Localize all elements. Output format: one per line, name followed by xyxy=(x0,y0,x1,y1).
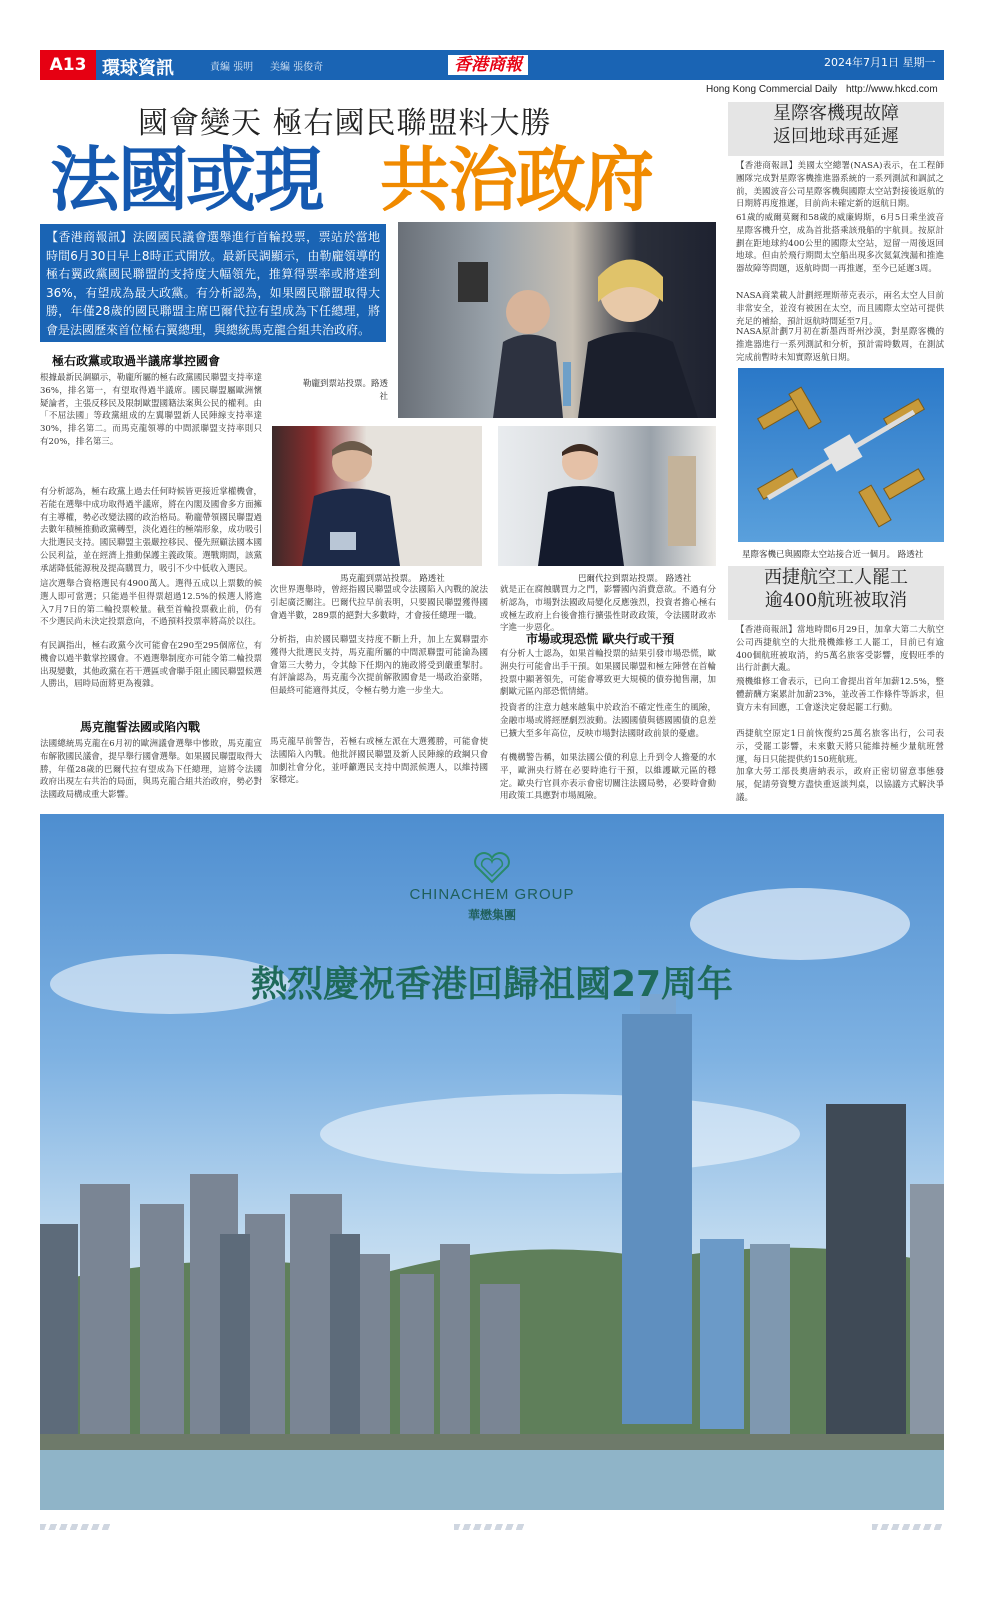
article-col2-a: 次世界選舉時，曾經指國民聯盟或令法國陷入內戰的說法引起廣泛關注。巴爾代拉早前表明，只要國民聯盟獲得國會過半數，289票的絕對大多數時，才會接任總理一職。 xyxy=(270,585,488,621)
footer-mark-left xyxy=(40,1524,112,1530)
side1-p1: 【香港商報訊】美國太空總署(NASA)表示，在工程師團隊完成對星際客機推進器系統的一系列測試和調試之前，美國波音公司星際客機與國際太空站對接後返航的日期將再度推遲，目前尚未確定新的返航日期。 xyxy=(736,161,944,210)
subheading-2: 馬克龍誓法國或陷內戰 xyxy=(80,720,201,734)
le-pen-photo xyxy=(398,222,716,418)
ad-brand-cn: 華懋集團 xyxy=(467,908,516,922)
side2-p3: 西捷航空原定1日前恢復約25萬名旅客出行，公司表示，受罷工影響，未來數天將只能維持極少量航班營運，每日只能提供約150班航班。 xyxy=(736,729,944,765)
space-photo-caption: 星際客機已與國際太空站接合近一個月。 路透社 xyxy=(742,550,924,560)
macron-photo xyxy=(272,426,482,566)
headline-blue: 法國或現 xyxy=(50,139,322,221)
article-col1-d: 有民調指出，極右政黨今次可能會在290至295個席位，有機會以過半數掌控國會。不過選舉制度亦可能令第二輪投票出現變數，其他政黨在若干選區或會聯手阻止國民聯盟候選人勝出，屆時局面將更為複雜。 xyxy=(40,641,262,690)
bardella-photo xyxy=(498,426,716,566)
subheading-1: 極右政黨或取過半議席掌控國會 xyxy=(52,354,221,368)
photo2-caption: 馬克龍到票站投票。 路透社 xyxy=(340,574,445,584)
article-col3-d: 有機構警告稱，如果法國公債的利息上升到令人擔憂的水平，歐洲央行將在必要時進行干預，以維護歐元區的穩定。歐央行官員亦表示會密切關注法國局勢，必要時會動用政策工具應對市場風險。 xyxy=(500,753,716,802)
side1-p2: 61歲的威爾莫爾和58歲的威廉姆斯，6月5日乘坐波音星際客機升空，成為首批搭乘該飛船的宇航員。按原計劃在距地球約400公里的國際太空站，逗留一周後返回地球。但由於飛行期間太空船出現多次氦氣洩漏和推進器故障等問題，返航時間一再推遲，至今已延遲3周。 xyxy=(736,213,944,274)
side2-p1: 【香港商報訊】當地時間6月29日，加拿大第二大航空公司西捷航空的大批飛機維修工人罷工，目前已有逾400個航班被取消，約5萬名旅客受影響，度假旺季的出行計劃大亂。 xyxy=(736,625,944,674)
side2-p4: 加拿大勞工部長奧唐納表示，政府正密切留意事態發展，促請勞資雙方盡快重返談判桌，以協議方式解決爭議。 xyxy=(736,767,944,803)
footer-mark-right xyxy=(872,1524,944,1530)
side1-p3: NASA商業載人計劃經理斯蒂克表示，兩名太空人目前非常安全，並沒有被困在太空，而且國際太空站可提供充足的補給，預計返航時間延至7月。 xyxy=(736,291,944,327)
article-col3-a: 就是正在腐蝕購買力之門，影響國內消費意欲。不過有分析認為，市場對法國政局變化反應強烈，投資者擔心極右或極左政府上台後會推行擴張性財政政策，令法國財政赤字進一步惡化。 xyxy=(500,585,716,634)
side-headline-2 xyxy=(728,566,944,620)
article-col2-b: 分析指，由於國民聯盟支持度不斷上升，加上左翼聯盟亦獲得大批選民支持，馬克龍所屬的中間派聯盟可能淪為國會第三大勢力，令其餘下任期內的施政將受到嚴重掣肘。有評論認為，馬克龍今次提前解散國會是一場政治豪賭，但最終可能適得其反，令極右勢力進一步坐大。 xyxy=(270,635,488,696)
article-col1-e: 法國總統馬克龍在6月初的歐洲議會選舉中慘敗，馬克龍宣布解散國民議會，提早舉行國會選舉。如果國民聯盟取得大勝，年僅28歲的巴爾代拉有望成為下任總理，這將令法國政府出現左右共治的局面，與馬克龍合組共治政府，勢必對法國政局構成重大影響。 xyxy=(40,739,262,800)
side-headline-1-line2: 返回地球再延遲 xyxy=(773,126,899,148)
space-station-photo xyxy=(738,368,944,542)
macron-voting-image xyxy=(272,426,482,566)
photo1-caption: 勒龐到票站投票。路透社 xyxy=(302,379,388,402)
designer-credit: 美編 張俊奇 xyxy=(270,62,324,73)
issue-date: 2024年7月1日 星期一 xyxy=(824,56,936,69)
article-col3-b: 有分析人士認為，如果首輪投票的結果引發市場恐慌，歐洲央行可能會出手干預。如果國民聯盟和極左陣營在首輪投票中顯著領先，可能會導致更大規模的債券拋售潮，加劇歐元區內部恐慌情緒。 xyxy=(500,649,716,698)
subheading-3: 市場或現恐慌 歐央行或干預 xyxy=(526,632,675,646)
photo3-caption: 巴爾代拉到票站投票。 路透社 xyxy=(578,574,692,584)
editor-credit: 責編 張明 xyxy=(210,62,254,73)
page-number: A13 xyxy=(40,50,96,80)
article-col1-c: 這次選舉合資格選民有4900萬人。選得五成以上票數的候選人即可當選；只能過半但得票超過12.5%的候選人將進入7月7日的第二輪投票較量。截至首輪投票截止前，仍有不少選民尚未決定投票意向，不過預料投票率將高於以往。 xyxy=(40,579,262,628)
side-headline-2-line1: 西捷航空工人罷工 xyxy=(764,567,908,588)
voting-scene-image xyxy=(398,222,716,418)
newspaper-logo: 香港商報 xyxy=(448,55,528,75)
chinachem-heart-logo-icon xyxy=(472,852,512,884)
side-headline-1 xyxy=(728,102,944,156)
side2-p2: 飛機維修工會表示，已向工會提出首年加薪12.5%，整體薪酬方案累計加薪23%，並改善工作條件等訴求，但資方未有回應，工會遂決定發起罷工行動。 xyxy=(736,677,944,713)
side1-p4: NASA原計劃7月初在新墨西哥州沙漠，對星際客機的推進器進行一系列測試和分析，預計需時數周，在測試完成前暫時未知實際返航日期。 xyxy=(736,327,944,363)
section-title: 環球資訊 xyxy=(102,58,174,79)
side-headline-1-line1: 星際客機現故障 xyxy=(773,103,899,124)
footer-mark-center xyxy=(454,1524,526,1530)
headline-kicker: 國會變天 極右國民聯盟料大勝 xyxy=(138,106,552,141)
article-col2-c: 馬克龍早前警告，若極右或極左派在大選獲勝，可能會使法國陷入內戰。他批評國民聯盟及新人民陣線的政綱只會加劇社會分化，並呼籲選民支持中間派候選人，以維持國家穩定。 xyxy=(270,737,488,786)
paper-name: Hong Kong Commercial Daily xyxy=(706,84,838,95)
side-headline-2-line2: 逾400航班被取消 xyxy=(764,590,908,612)
space-station-image xyxy=(738,368,944,542)
article-col1-b: 有分析認為，極右政黨上過去任何時候皆更接近掌權機會，若能在選舉中成功取得過半議席，將在內閣及國會多方面擁有主導權，勢必改變法國的政治格局。勒龐帶領國民聯盟過去數年積極推動政黨轉型，淡化過往的極端形象，成功吸引大批選民支持。國民聯盟主張嚴控移民、優先照顧法國本國公民利益，並在經濟上推動保護主義政策。選戰期間，該黨承諾降低能源稅及提高購買力，吸引不少中低收入選民。 xyxy=(40,487,262,574)
article-col3-c: 投資者的注意力越來越集中於政治不確定性產生的風險，金融市場或將經歷劇烈波動。法國國債與德國國債的息差已擴大至多年高位，反映市場對法國財政前景的憂慮。 xyxy=(500,703,716,739)
ad-slogan: 熱烈慶祝香港回歸祖國27周年 xyxy=(250,964,734,1005)
bardella-voting-image xyxy=(498,426,716,566)
paper-url[interactable]: http://www.hkcd.com xyxy=(846,84,938,95)
advertisement[interactable] xyxy=(40,814,944,1510)
headline-orange: 共治政府 xyxy=(380,139,652,221)
lead-paragraph: 【香港商報訊】法國國民議會選舉進行首輪投票，票站於當地時間6月30日早上8時正式開放。最新民調顯示，由勒龐領導的極右翼政黨國民聯盟的支持度大幅領先，推算得票率或將達到36%，有望成為最大政黨。有分析認為，如果國民聯盟取得大勝，年僅28歲的國民聯盟主席巴爾代拉有望成為下任總理，將會是法國歷來首位極右翼總理，與總統馬克龍合組共治政府。 xyxy=(40,224,386,342)
ad-brand: CHINACHEM GROUP xyxy=(409,886,575,903)
article-col1-a: 根據最新民調顯示，勒龐所屬的極右政黨國民聯盟支持率達36%，排名第一，有望取得過半議席。國民聯盟屬歐洲懷疑論者，主張反移民及限制歐盟國籍法案與公民的權利。由「不屈法國」等政黨組成的左翼聯盟新人民陣線支持率達30%，排名第二。而馬克龍領導的中間派聯盟支持率則只有20%，排名第三。 xyxy=(40,373,262,447)
